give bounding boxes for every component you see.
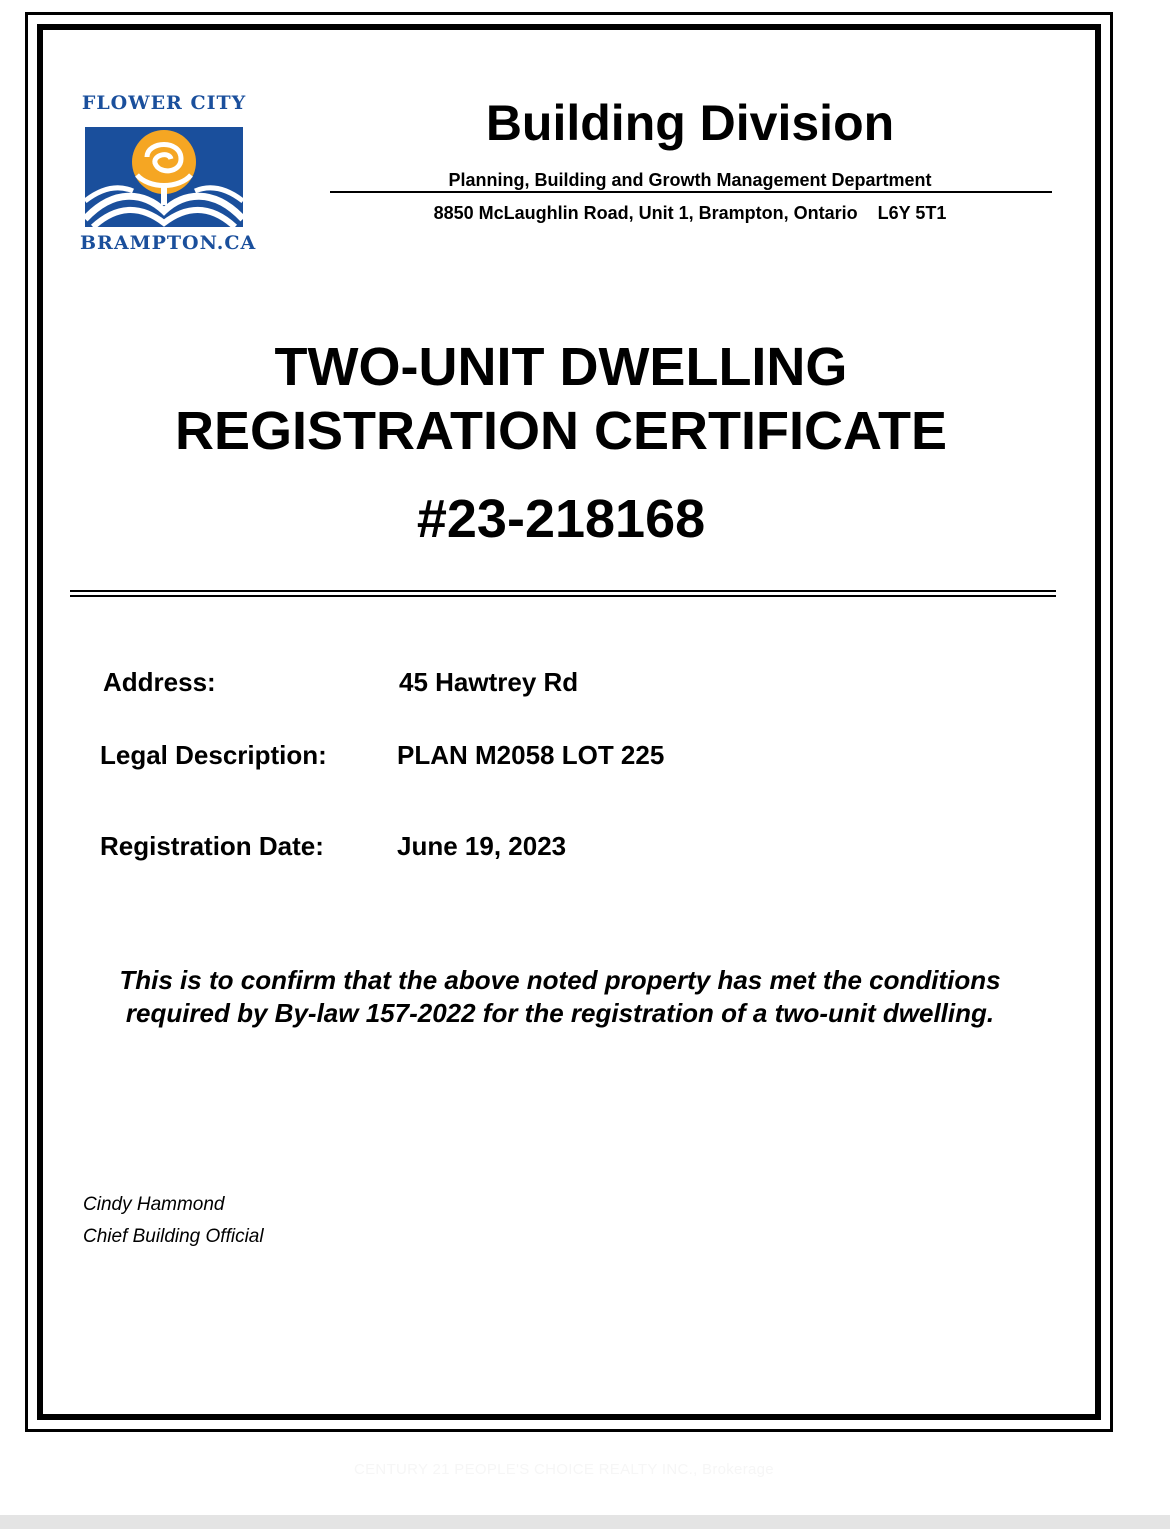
header-divider bbox=[330, 191, 1052, 193]
confirmation-statement bbox=[60, 964, 1060, 1030]
signatory-title: Chief Building Official bbox=[83, 1226, 264, 1247]
department-name: Planning, Building and Growth Management Department bbox=[448, 170, 932, 190]
bottom-bar bbox=[0, 1515, 1170, 1529]
statement-line2: required by By-law 157-2022 for the registration of a two-unit dwelling. bbox=[125, 998, 995, 1028]
logo-top-text: FLOWER CITY bbox=[81, 92, 247, 114]
logo-bottom-text: BRAMPTON.CA bbox=[80, 232, 257, 254]
statement-line1: This is to confirm that the above noted property has met the conditions bbox=[119, 965, 1001, 995]
registration-date-value: June 19, 2023 bbox=[397, 831, 567, 861]
office-address: 8850 McLaughlin Road, Unit 1, Brampton, Ontario L6Y 5T1 bbox=[433, 203, 947, 223]
address-label: Address: bbox=[103, 667, 216, 697]
section-divider bbox=[70, 590, 1056, 597]
flower-emblem-icon bbox=[85, 127, 243, 227]
watermark-text: CENTURY 21 PEOPLE'S CHOICE REALTY INC., Brokerage bbox=[354, 1461, 774, 1478]
legal-description-label: Legal Description: bbox=[100, 740, 327, 770]
registration-date-label: Registration Date: bbox=[100, 831, 324, 861]
certificate-number: #23-218168 bbox=[416, 489, 706, 549]
division-title: Building Division bbox=[485, 95, 895, 151]
certificate-title-line2: REGISTRATION CERTIFICATE bbox=[175, 401, 947, 461]
address-value: 45 Hawtrey Rd bbox=[399, 667, 579, 697]
signatory-name: Cindy Hammond bbox=[83, 1194, 225, 1215]
brampton-logo bbox=[80, 92, 257, 262]
legal-description-value: PLAN M2058 LOT 225 bbox=[397, 740, 665, 770]
certificate-title-line1: TWO-UNIT DWELLING bbox=[274, 337, 848, 397]
